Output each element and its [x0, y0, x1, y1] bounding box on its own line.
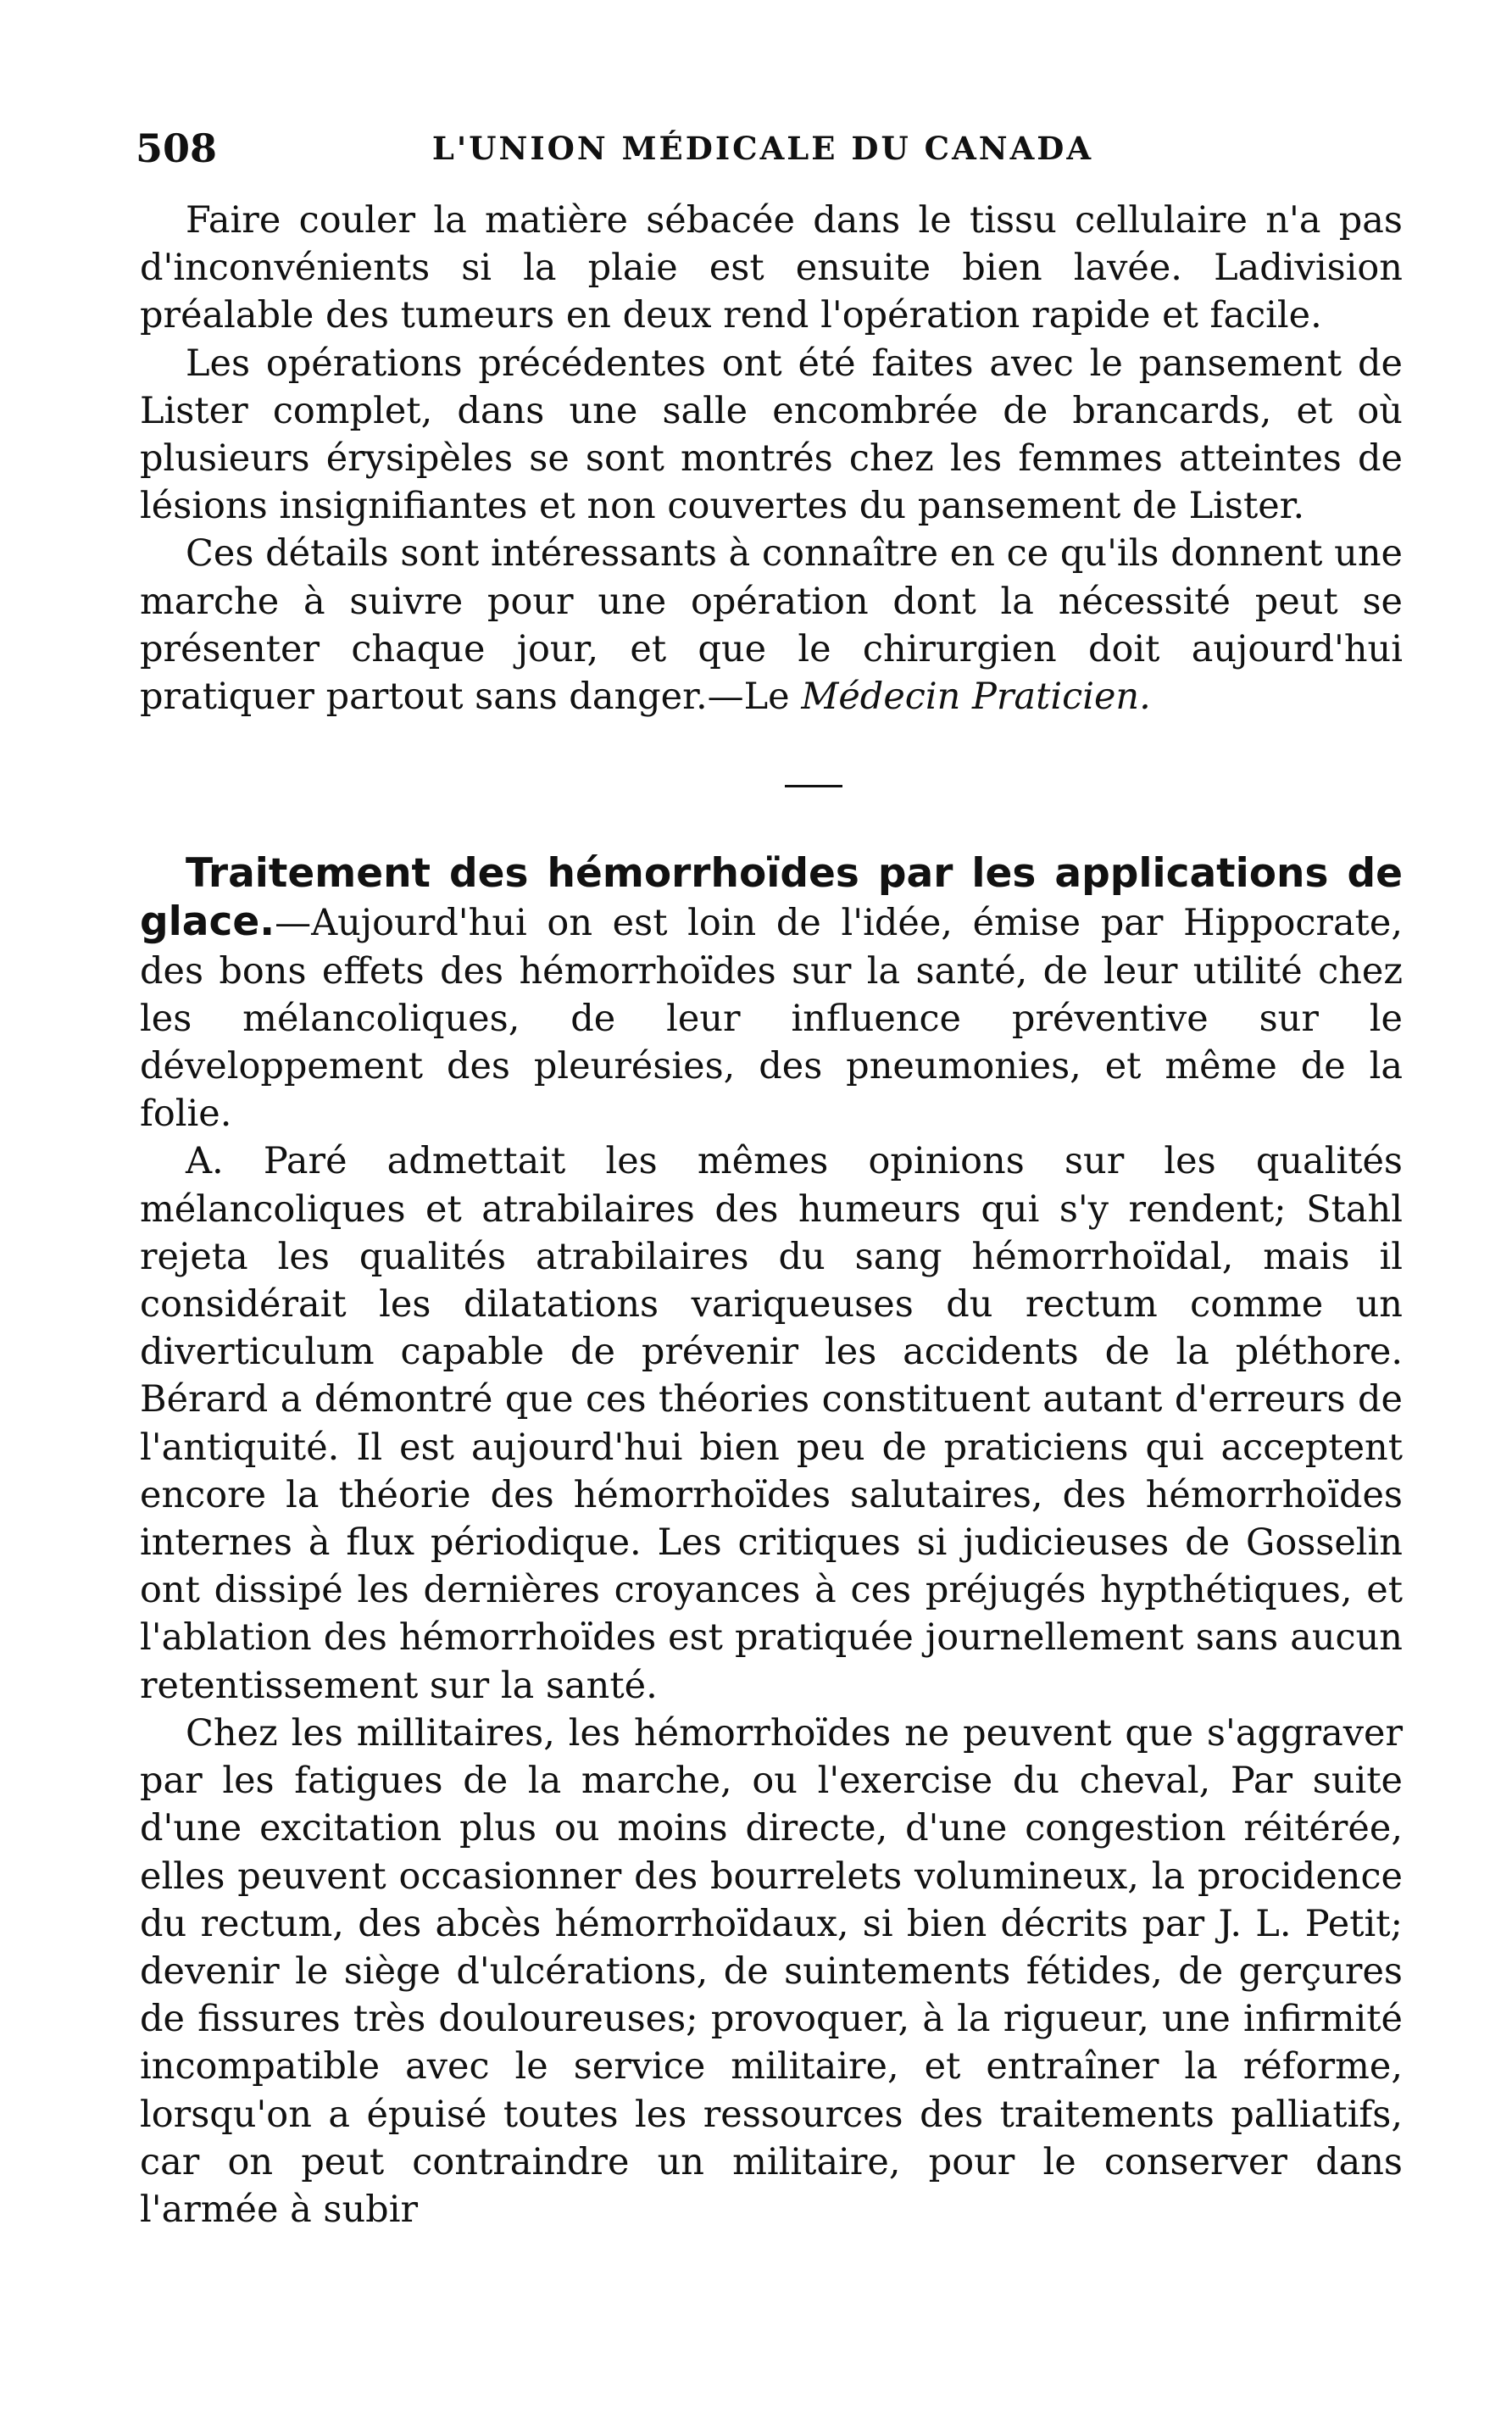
paragraph-4 — [140, 850, 1403, 1137]
body-text — [140, 197, 1403, 2233]
paragraph-3-text: Ces détails sont intéressants à connaître en ce qu'ils donnent une marche à suivre pour une opération dont la nécessité peut se présenter chaque jour, et que le chirurgien doit aujourd'hui pratiquer partout sans danger.—Le — [140, 532, 1403, 719]
page-number: 508 — [136, 125, 218, 171]
article-title: Traitement des hémorrhoïdes par les applications de glace. — [140, 850, 1403, 946]
paragraph-2: Les opérations précédentes ont été faites avec le pansement de Lister complet, dans une salle encombrée de brancards, et où plusieurs érysipèles se sont montrés chez les femmes atteintes de lésions insignifiantes et non couvertes du pansement de Lister. — [140, 342, 1403, 528]
source-citation: Médecin Praticien. — [801, 676, 1151, 719]
page-header — [127, 123, 1398, 174]
paragraph-3 — [140, 530, 1403, 720]
paragraph-6: Chez les millitaires, les hémorrhoïdes ne peuvent que s'aggraver par les fatigues de la marche, ou l'exercise du cheval, Par suite d'une excitation plus ou moins directe, d'une congestion réitérée, elles peuvent occasionner des bourrelets volumineux, la procidence du rectum, des abcès hémorrhoïdaux, si bien décrits par J. L. Petit; devenir le siège d'ulcérations, de suintements fétides, de gerçures de fissures très douloureuses; provoquer, à la rigueur, une infirmité incompatible avec le service militaire, et entraîner la réforme, lorsqu'on a épuisé toutes les ressources des traitements palliatifs, car on peut contraindre un militaire, pour le conserver dans l'armée à subir — [140, 1711, 1403, 2231]
running-head: L'UNION MÉDICALE DU CANADA — [431, 130, 1094, 167]
section-separator — [785, 785, 842, 787]
paragraph-5: A. Paré admettait les mêmes opinions sur les qualités mélancoliques et atrabilaires des humeurs qui s'y rendent; Stahl rejeta les qualités atrabilaires du sang hémorrhoïdal, mais il considérait les dilatations variqueuses du rectum comme un diverticulum capable de prévenir les accidents de la pléthore. Bérard a démontré que ces théories constituent autant d'erreurs de l'antiquité. Il est aujourd'hui bien peu de praticiens qui acceptent encore la théorie des hémorrhoïdes salutaires, des hémorrhoïdes internes à flux périodique. Les critiques si judicieuses de Gosselin ont dissipé les dernières croyances à ces préjugés hypthétiques, et l'ablation des hémorrhoïdes est pratiquée journellement sans aucun retentissement sur la santé. — [140, 1140, 1403, 1707]
paragraph-1: Faire couler la matière sébacée dans le tissu cellulaire n'a pas d'inconvénients si la plaie est ensuite bien lavée. Ladivision préalable des tumeurs en deux rend l'opération rapide et facile. — [140, 199, 1403, 337]
paragraph-4-text: —Aujourd'hui on est loin de l'idée, émise par Hippocrate, des bons effets des hémorrhoïdes sur la santé, de leur utilité chez les mélancoliques, de leur influence préventive sur le développement des pleurésies, des pneumonies, et même de la folie. — [140, 902, 1403, 1136]
